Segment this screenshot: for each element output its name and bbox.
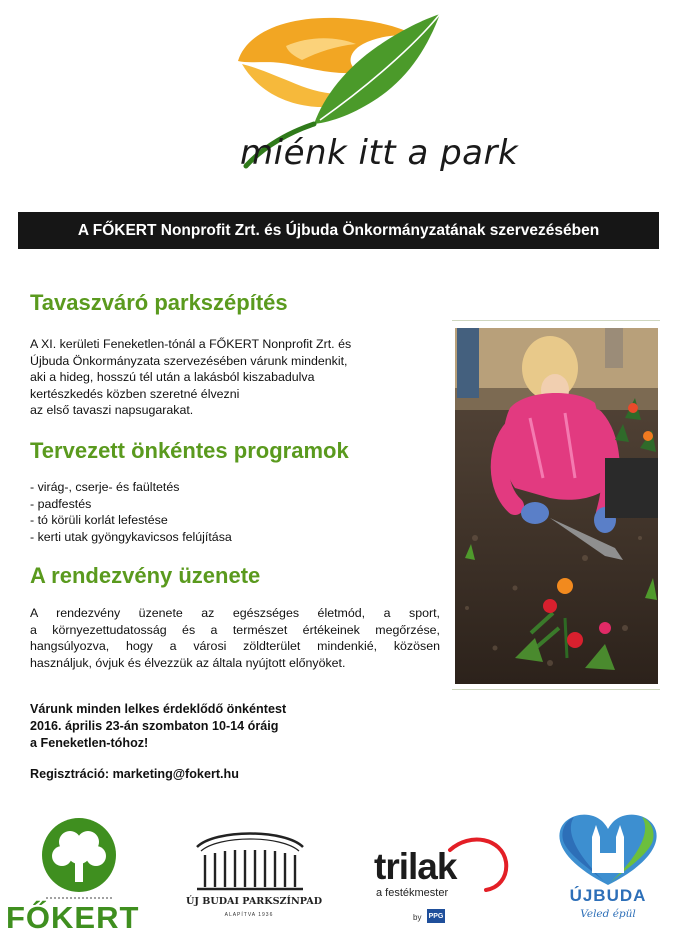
invite-line: 2016. április 23-án szombaton 10-14 óráig — [30, 719, 279, 733]
invite-line: Várunk minden lelkes érdeklődő önkéntest — [30, 702, 287, 716]
intro-line: az első tavaszi napsugarakat. — [30, 403, 194, 417]
ppg-logo: PPG — [427, 909, 445, 923]
ujbuda-slogan: Veled épül — [580, 908, 636, 920]
banner-text: A FŐKERT Nonprofit Zrt. és Újbuda Önkormányzatának szervezésében — [77, 221, 600, 239]
program-list — [30, 479, 232, 545]
photo-top-rule — [452, 320, 660, 321]
program-item: - tó körüli korlát lefestése — [30, 513, 168, 527]
section-title-message: A rendezvény üzenete — [30, 563, 261, 588]
message-line: használjuk, óvjuk és élvezzük az általa nyújtott előnyöket. — [30, 655, 346, 670]
girl-planting-photo — [455, 328, 658, 684]
parkszinpad-established: ALAPÍTVA 1936 — [224, 912, 274, 918]
ujbuda-wordmark: ÚJBUDA — [569, 886, 647, 905]
message-paragraph — [30, 605, 440, 671]
intro-line: kertészkedés közben szeretné élvezni — [30, 386, 240, 401]
parkszinpad-logo — [185, 825, 323, 925]
invitation — [30, 701, 286, 752]
trilak-by-label: by — [413, 913, 422, 922]
program-item: - kerti utak gyöngykavicsos felújítása — [30, 529, 232, 544]
message-line: hangsúlyozva, hogy a városi zöldterület mindenkié, közösen — [30, 639, 440, 653]
parkszinpad-name: ÚJ BUDAI PARKSZÍNPAD — [186, 896, 323, 907]
trilak-wordmark: trilak — [374, 846, 457, 887]
section-title-spring: Tavaszváró parkszépítés — [30, 290, 288, 315]
program-item: - padfestés — [30, 496, 92, 511]
photo-bottom-rule — [452, 689, 660, 690]
registration-contact[interactable]: Regisztráció: marketing@fokert.hu — [30, 767, 239, 781]
intro-line: A XI. kerületi Feneketlen-tónál a FŐKERT Nonprofit Zrt. és — [30, 337, 352, 351]
intro-paragraph — [30, 336, 450, 419]
trilak-tagline: a festékmester — [376, 887, 449, 899]
program-item: - virág-, cserje- és faültetés — [30, 480, 180, 494]
invite-line: a Feneketlen-tóhoz! — [30, 736, 149, 750]
section-title-programs: Tervezett önkéntes programok — [30, 438, 349, 463]
organizer-banner — [18, 212, 659, 249]
intro-line: aki a hideg, hosszú tél után a lakásból kiszabadulva — [30, 370, 315, 384]
message-line: A rendezvény üzenete az egészséges életmód, a sport, — [30, 606, 440, 620]
ujbuda-heart-logo — [552, 807, 664, 947]
logo-slogan: miénk itt a park — [240, 133, 519, 173]
fokert-wordmark: FŐKERT — [6, 900, 140, 935]
message-line: a környezettudatosság és a természet értékeinek megőrzése, — [30, 622, 440, 637]
intro-line: Újbuda Önkormányzata szervezésében várunk mindenkit, — [30, 353, 348, 368]
